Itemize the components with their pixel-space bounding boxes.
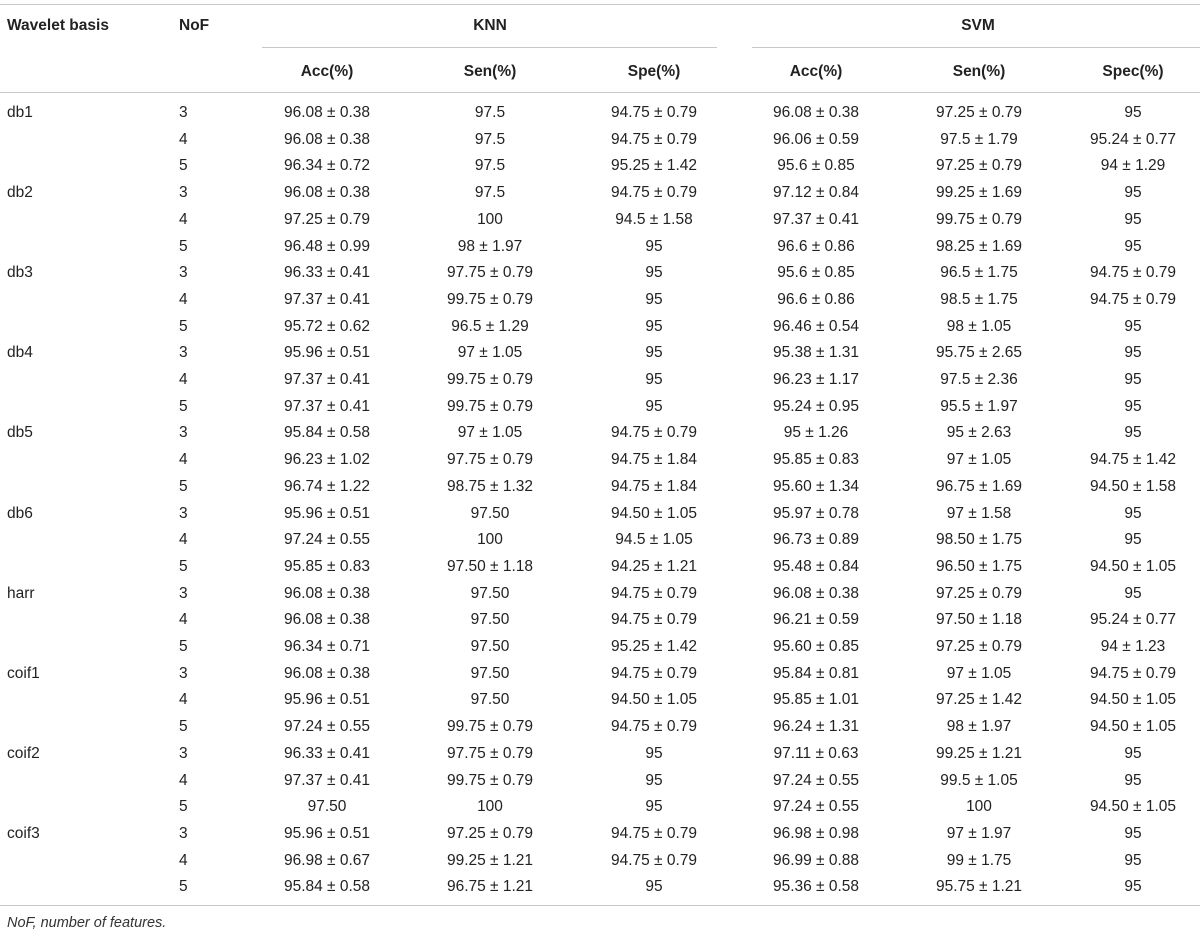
svm-spec-cell: 95 [1124, 771, 1142, 789]
svm-acc-cell: 97.11 ± 0.63 [773, 744, 859, 762]
knn-spe-cell: 94.50 ± 1.05 [610, 691, 698, 709]
nof-cell: 5 [179, 638, 188, 655]
wavelet-basis-label: db2 [7, 184, 33, 202]
knn-acc-cell: 97.37 ± 0.41 [283, 771, 371, 789]
nof-cell: 5 [179, 317, 188, 335]
wavelet-basis-label: db1 [7, 104, 33, 121]
svm-sen-cell: 95.75 ± 2.65 [935, 344, 1023, 362]
svm-spec-cell: 94.75 ± 1.42 [1089, 451, 1177, 469]
wavelet-basis-label: harr [7, 584, 35, 602]
knn-sen-cell: 99.75 ± 0.79 [446, 718, 534, 736]
knn-acc-cell: 96.08 ± 0.38 [283, 104, 371, 121]
table-top-rule [0, 4, 1200, 5]
svm-acc-cell: 95.85 ± 0.83 [772, 451, 860, 469]
svm-acc-cell: 95.36 ± 0.58 [772, 878, 860, 896]
knn-spe-cell: 94.75 ± 0.79 [610, 851, 698, 869]
svm-spec-cell: 95 [1124, 504, 1142, 522]
knn-acc-cell: 97.50 [307, 798, 347, 816]
svm-spec-cell: 95 [1124, 184, 1142, 202]
svm-spec-cell: 95 [1124, 824, 1142, 842]
knn-acc-cell: 95.96 ± 0.51 [283, 504, 371, 522]
header-knn: KNN [473, 17, 507, 34]
knn-acc-cell: 97.25 ± 0.79 [283, 210, 371, 228]
knn-acc-cell: 96.34 ± 0.72 [283, 157, 371, 175]
knn-sen-cell: 100 [477, 210, 503, 228]
knn-acc-cell: 96.74 ± 1.22 [283, 477, 371, 495]
knn-acc-cell: 97.24 ± 0.55 [283, 718, 371, 736]
knn-sen-cell: 98.75 ± 1.32 [446, 477, 534, 495]
svm-sen-cell: 97.25 ± 0.79 [935, 157, 1023, 175]
knn-acc-cell: 96.08 ± 0.38 [283, 664, 371, 682]
knn-sen-cell: 97.50 [470, 638, 510, 655]
svm-sen-cell: 99.5 ± 1.05 [940, 771, 1018, 789]
knn-spe-cell: 94.75 ± 0.79 [610, 104, 698, 121]
knn-spe-cell: 94.5 ± 1.58 [615, 210, 693, 228]
svm-acc-cell: 95.48 ± 0.84 [772, 557, 860, 575]
knn-sen-cell: 100 [477, 798, 503, 816]
knn-sen-cell: 97.50 [470, 584, 510, 602]
knn-sen-cell: 97 ± 1.05 [457, 424, 523, 442]
knn-acc-cell: 95.84 ± 0.58 [283, 424, 371, 442]
svm-sen-cell: 98 ± 1.05 [946, 317, 1012, 335]
knn-acc-cell: 97.24 ± 0.55 [283, 531, 371, 549]
knn-sen-cell: 97.5 [474, 184, 506, 202]
knn-spe-cell: 95 [645, 744, 663, 762]
svm-acc-cell: 96.99 ± 0.88 [772, 851, 860, 869]
knn-sen-cell: 97.50 [470, 611, 510, 629]
wavelet-basis-label: coif1 [7, 664, 40, 682]
knn-spe-cell: 94.75 ± 0.79 [610, 130, 698, 148]
knn-spe-cell: 94.75 ± 1.84 [610, 477, 698, 495]
svm-sen-cell: 97.25 ± 0.79 [935, 104, 1023, 121]
header-wavelet-basis: Wavelet basis [7, 17, 109, 34]
nof-cell: 5 [179, 878, 188, 896]
table-bottom-rule [0, 905, 1200, 906]
knn-spe-cell: 95 [645, 371, 663, 388]
svm-sen-cell: 97.25 ± 0.79 [935, 584, 1023, 602]
knn-sen-cell: 100 [477, 531, 503, 549]
wavelet-basis-label: coif3 [7, 824, 40, 842]
svm-spec-cell: 95 [1124, 210, 1142, 228]
svm-acc-cell: 96.21 ± 0.59 [772, 611, 860, 629]
nof-cell: 5 [179, 718, 188, 736]
nof-cell: 5 [179, 477, 188, 495]
svm-spec-cell: 95 [1124, 878, 1142, 896]
knn-acc-cell: 95.72 ± 0.62 [283, 317, 371, 335]
svm-acc-cell: 95.97 ± 0.78 [772, 504, 860, 522]
svm-acc-cell: 96.08 ± 0.38 [772, 104, 860, 121]
nof-cell: 3 [179, 664, 188, 682]
svm-spec-cell: 94.75 ± 0.79 [1089, 264, 1177, 282]
wavelet-basis-label: db6 [7, 504, 33, 522]
knn-group-rule [262, 47, 717, 48]
svm-sen-cell: 98.5 ± 1.75 [940, 290, 1018, 308]
knn-acc-cell: 96.08 ± 0.38 [283, 184, 371, 202]
svm-spec-cell: 94.50 ± 1.05 [1089, 691, 1177, 709]
svm-sen-cell: 97 ± 1.05 [946, 664, 1012, 682]
header-svm-sen: Sen(%) [952, 63, 1006, 80]
svm-acc-cell: 97.24 ± 0.55 [772, 771, 860, 789]
nof-cell: 4 [179, 851, 188, 869]
svm-spec-cell: 94.50 ± 1.05 [1089, 718, 1177, 736]
knn-spe-cell: 94.75 ± 0.79 [610, 664, 698, 682]
header-knn-acc: Acc(%) [300, 63, 354, 80]
knn-acc-cell: 96.98 ± 0.67 [283, 851, 371, 869]
knn-acc-cell: 96.08 ± 0.38 [283, 584, 371, 602]
nof-cell: 5 [179, 397, 188, 415]
nof-cell: 4 [179, 611, 188, 629]
svm-sen-cell: 99.75 ± 0.79 [935, 210, 1023, 228]
svm-sen-cell: 98 ± 1.97 [946, 718, 1012, 736]
header-svm-acc: Acc(%) [789, 63, 843, 80]
header-bottom-rule [0, 92, 1200, 93]
knn-sen-cell: 97.75 ± 0.79 [446, 264, 534, 282]
knn-sen-cell: 99.75 ± 0.79 [446, 771, 534, 789]
header-knn-sen: Sen(%) [463, 63, 517, 80]
knn-sen-cell: 97.75 ± 0.79 [446, 451, 534, 469]
knn-sen-cell: 97.5 [474, 157, 506, 175]
nof-cell: 5 [179, 798, 188, 816]
nof-cell: 4 [179, 371, 188, 388]
knn-acc-cell: 96.08 ± 0.38 [283, 611, 371, 629]
knn-acc-cell: 96.34 ± 0.71 [283, 638, 371, 655]
svm-sen-cell: 97.25 ± 0.79 [935, 638, 1023, 655]
knn-spe-cell: 94.75 ± 0.79 [610, 824, 698, 842]
nof-cell: 4 [179, 691, 188, 709]
svm-acc-cell: 95.84 ± 0.81 [772, 664, 860, 682]
header-svm: SVM [961, 17, 995, 34]
nof-cell: 5 [179, 557, 188, 575]
knn-spe-cell: 94.75 ± 0.79 [610, 424, 698, 442]
svm-acc-cell: 96.73 ± 0.89 [772, 531, 860, 549]
knn-spe-cell: 94.75 ± 0.79 [610, 611, 698, 629]
knn-spe-cell: 94.5 ± 1.05 [615, 531, 693, 549]
svm-acc-cell: 95.60 ± 0.85 [772, 638, 860, 655]
svm-spec-cell: 95 [1124, 317, 1142, 335]
nof-cell: 3 [179, 504, 188, 522]
knn-sen-cell: 97.5 [474, 130, 506, 148]
knn-sen-cell: 97.25 ± 0.79 [446, 824, 534, 842]
nof-cell: 3 [179, 744, 188, 762]
svm-spec-cell: 94.75 ± 0.79 [1089, 664, 1177, 682]
svm-acc-cell: 95.60 ± 1.34 [772, 477, 860, 495]
nof-cell: 4 [179, 451, 188, 469]
svm-spec-cell: 95 [1124, 744, 1142, 762]
knn-acc-cell: 97.37 ± 0.41 [283, 397, 371, 415]
svm-sen-cell: 97.50 ± 1.18 [935, 611, 1023, 629]
svm-acc-cell: 95.24 ± 0.95 [772, 397, 860, 415]
knn-acc-cell: 96.33 ± 0.41 [283, 264, 371, 282]
knn-spe-cell: 94.50 ± 1.05 [610, 504, 698, 522]
nof-cell: 3 [179, 584, 188, 602]
knn-spe-cell: 95 [645, 317, 663, 335]
header-knn-spe: Spe(%) [627, 63, 681, 80]
header-svm-spec: Spec(%) [1102, 63, 1164, 80]
knn-acc-cell: 96.33 ± 0.41 [283, 744, 371, 762]
knn-sen-cell: 97.50 [470, 664, 510, 682]
nof-cell: 4 [179, 531, 188, 549]
knn-sen-cell: 98 ± 1.97 [457, 237, 523, 255]
svm-acc-cell: 96.46 ± 0.54 [772, 317, 860, 335]
knn-sen-cell: 96.75 ± 1.21 [446, 878, 534, 896]
svm-sen-cell: 97 ± 1.05 [946, 451, 1012, 469]
svm-spec-cell: 95 [1124, 397, 1142, 415]
knn-spe-cell: 94.75 ± 0.79 [610, 184, 698, 202]
svm-sen-cell: 98.50 ± 1.75 [935, 531, 1023, 549]
svm-group-rule [752, 47, 1200, 48]
svm-spec-cell: 95 [1124, 237, 1142, 255]
nof-cell: 4 [179, 290, 188, 308]
nof-cell: 4 [179, 771, 188, 789]
knn-acc-cell: 95.85 ± 0.83 [283, 557, 371, 575]
nof-cell: 4 [179, 130, 188, 148]
svm-acc-cell: 96.98 ± 0.98 [772, 824, 860, 842]
knn-acc-cell: 95.96 ± 0.51 [283, 344, 371, 362]
knn-spe-cell: 95 [645, 264, 663, 282]
svm-spec-cell: 94 ± 1.23 [1100, 638, 1166, 655]
svm-acc-cell: 95 ± 1.26 [783, 424, 849, 442]
svm-acc-cell: 95.38 ± 1.31 [772, 344, 860, 362]
knn-sen-cell: 97.75 ± 0.79 [446, 744, 534, 762]
knn-sen-cell: 97.50 ± 1.18 [446, 557, 534, 575]
knn-spe-cell: 95 [645, 798, 663, 816]
svm-sen-cell: 96.5 ± 1.75 [940, 264, 1018, 282]
knn-sen-cell: 97.50 [470, 504, 510, 522]
wavelet-basis-label: db4 [7, 344, 33, 362]
svm-spec-cell: 95.24 ± 0.77 [1089, 611, 1177, 629]
nof-cell: 5 [179, 237, 188, 255]
svm-sen-cell: 96.75 ± 1.69 [935, 477, 1023, 495]
svm-sen-cell: 97 ± 1.58 [946, 504, 1012, 522]
nof-cell: 3 [179, 424, 188, 442]
knn-spe-cell: 95 [645, 344, 663, 362]
svm-sen-cell: 98.25 ± 1.69 [935, 237, 1023, 255]
svm-spec-cell: 95 [1124, 584, 1142, 602]
svm-spec-cell: 95 [1124, 344, 1142, 362]
knn-acc-cell: 97.37 ± 0.41 [283, 290, 371, 308]
svm-sen-cell: 97.25 ± 1.42 [935, 691, 1023, 709]
knn-sen-cell: 99.75 ± 0.79 [446, 397, 534, 415]
svm-sen-cell: 99.25 ± 1.69 [935, 184, 1023, 202]
svm-acc-cell: 96.6 ± 0.86 [777, 290, 855, 308]
knn-acc-cell: 96.08 ± 0.38 [283, 130, 371, 148]
knn-acc-cell: 97.37 ± 0.41 [283, 371, 371, 388]
svm-spec-cell: 95 [1124, 531, 1142, 549]
knn-spe-cell: 95 [645, 771, 663, 789]
nof-cell: 5 [179, 157, 188, 175]
knn-spe-cell: 95 [645, 397, 663, 415]
knn-spe-cell: 95.25 ± 1.42 [610, 157, 698, 175]
svm-spec-cell: 94.50 ± 1.58 [1089, 477, 1177, 495]
nof-cell: 4 [179, 210, 188, 228]
svm-sen-cell: 96.50 ± 1.75 [935, 557, 1023, 575]
nof-cell: 3 [179, 104, 188, 121]
svm-sen-cell: 95 ± 2.63 [946, 424, 1012, 442]
svm-sen-cell: 95.75 ± 1.21 [935, 878, 1023, 896]
knn-sen-cell: 99.25 ± 1.21 [446, 851, 534, 869]
svm-acc-cell: 96.23 ± 1.17 [772, 371, 860, 388]
knn-sen-cell: 96.5 ± 1.29 [451, 317, 529, 335]
svm-spec-cell: 95.24 ± 0.77 [1089, 130, 1177, 148]
svm-sen-cell: 99 ± 1.75 [946, 851, 1012, 869]
knn-spe-cell: 94.25 ± 1.21 [610, 557, 698, 575]
svm-acc-cell: 97.24 ± 0.55 [772, 798, 860, 816]
svm-spec-cell: 95 [1124, 371, 1142, 388]
svm-acc-cell: 96.24 ± 1.31 [772, 718, 860, 736]
svm-spec-cell: 94 ± 1.29 [1100, 157, 1166, 175]
knn-acc-cell: 95.96 ± 0.51 [283, 824, 371, 842]
svm-spec-cell: 95 [1124, 851, 1142, 869]
knn-sen-cell: 99.75 ± 0.79 [446, 290, 534, 308]
knn-sen-cell: 97.50 [470, 691, 510, 709]
knn-spe-cell: 95 [645, 290, 663, 308]
wavelet-basis-label: coif2 [7, 744, 40, 762]
svm-acc-cell: 95.6 ± 0.85 [777, 264, 855, 282]
svm-sen-cell: 97.5 ± 1.79 [940, 130, 1018, 148]
svm-sen-cell: 97 ± 1.97 [946, 824, 1012, 842]
nof-cell: 3 [179, 264, 188, 282]
nof-cell: 3 [179, 184, 188, 202]
knn-acc-cell: 95.84 ± 0.58 [283, 878, 371, 896]
knn-acc-cell: 96.23 ± 1.02 [283, 451, 371, 469]
knn-sen-cell: 97.5 [474, 104, 506, 121]
knn-sen-cell: 99.75 ± 0.79 [446, 371, 534, 388]
knn-spe-cell: 95 [645, 878, 663, 896]
svm-sen-cell: 97.5 ± 2.36 [940, 371, 1018, 388]
nof-cell: 3 [179, 824, 188, 842]
knn-spe-cell: 95.25 ± 1.42 [610, 638, 698, 655]
knn-sen-cell: 97 ± 1.05 [457, 344, 523, 362]
svm-acc-cell: 96.08 ± 0.38 [772, 584, 860, 602]
svm-spec-cell: 95 [1124, 104, 1142, 121]
svm-spec-cell: 94.50 ± 1.05 [1089, 557, 1177, 575]
knn-acc-cell: 96.48 ± 0.99 [283, 237, 371, 255]
svm-spec-cell: 94.75 ± 0.79 [1089, 290, 1177, 308]
wavelet-basis-label: db5 [7, 424, 33, 442]
svm-sen-cell: 99.25 ± 1.21 [935, 744, 1023, 762]
svm-acc-cell: 97.37 ± 0.41 [772, 210, 860, 228]
svm-acc-cell: 96.6 ± 0.86 [777, 237, 855, 255]
svm-acc-cell: 96.06 ± 0.59 [772, 130, 860, 148]
knn-spe-cell: 94.75 ± 1.84 [610, 451, 698, 469]
knn-spe-cell: 94.75 ± 0.79 [610, 718, 698, 736]
svm-acc-cell: 95.6 ± 0.85 [777, 157, 855, 175]
table-footnote: NoF, number of features. [7, 915, 167, 931]
svm-acc-cell: 97.12 ± 0.84 [772, 184, 860, 202]
knn-acc-cell: 95.96 ± 0.51 [283, 691, 371, 709]
wavelet-basis-label: db3 [7, 264, 33, 282]
svm-spec-cell: 95 [1124, 424, 1142, 442]
svm-spec-cell: 94.50 ± 1.05 [1089, 798, 1177, 816]
knn-spe-cell: 95 [645, 237, 663, 255]
svm-sen-cell: 95.5 ± 1.97 [940, 397, 1018, 415]
svm-acc-cell: 95.85 ± 1.01 [772, 691, 860, 709]
svm-sen-cell: 100 [966, 798, 992, 816]
header-nof: NoF [179, 17, 210, 34]
knn-spe-cell: 94.75 ± 0.79 [610, 584, 698, 602]
nof-cell: 3 [179, 344, 188, 362]
